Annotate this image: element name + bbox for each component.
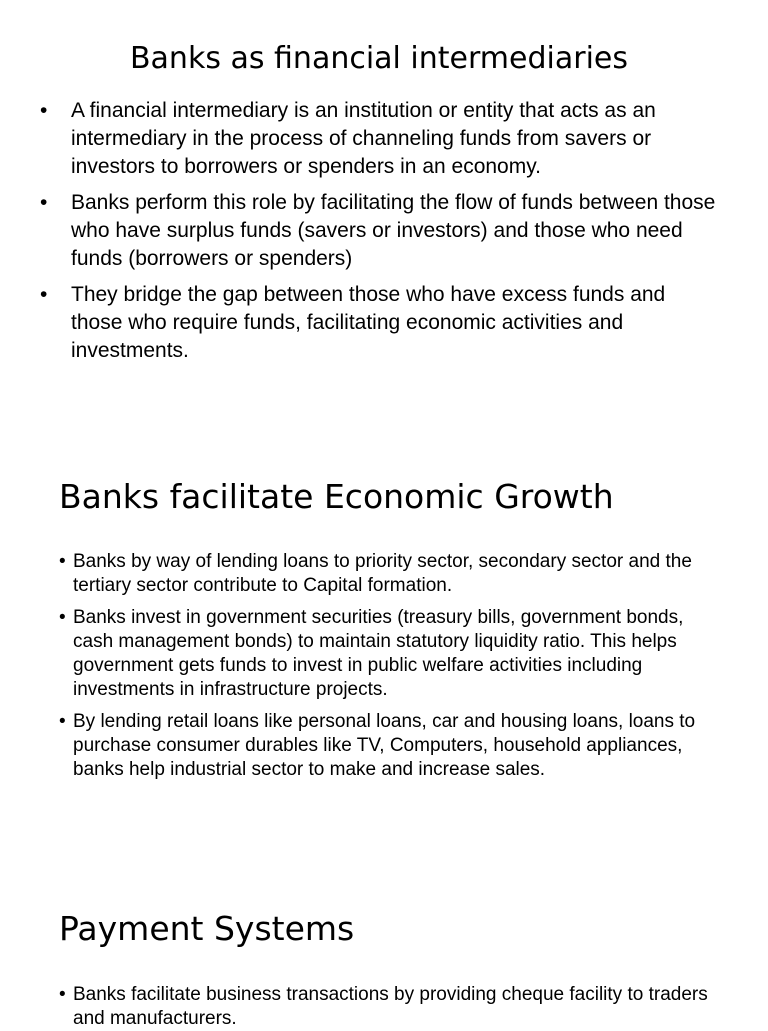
list-item (38, 97, 718, 181)
bullet-list (38, 97, 718, 373)
list-item (38, 281, 718, 365)
bullet-list (59, 550, 719, 790)
slide-economic-growth (0, 430, 768, 850)
bullet-text: Banks facilitate business transactions by providing cheque facility to traders and manufacturers. (73, 984, 708, 1029)
list-item (59, 710, 719, 782)
bullet-icon: • (40, 191, 48, 214)
bullet-icon: • (59, 711, 66, 732)
bullet-text: Banks by way of lending loans to priority sector, secondary sector and the tertiary sector contribute to Capital formation. (73, 551, 692, 596)
bullet-icon: • (59, 551, 66, 572)
bullet-text: Banks invest in government securities (treasury bills, government bonds, cash management bonds) to maintain statutory liquidity ratio. This helps government gets funds to invest in public welfare activities including investments in infrastructure projects. (73, 607, 684, 700)
bullet-text: A financial intermediary is an institution or entity that acts as an intermediary in the process of channeling funds from savers or investors to borrowers or spenders in an economy. (71, 99, 656, 178)
slide-title: Banks as financial intermediaries (129, 41, 629, 76)
bullet-icon: • (59, 607, 66, 628)
bullet-text: Banks perform this role by facilitating the flow of funds between those who have surplus funds (savers or investors) and those who need funds (borrowers or spenders) (71, 191, 716, 270)
bullet-icon: • (40, 99, 48, 122)
list-item (38, 189, 718, 273)
bullet-icon: • (59, 984, 66, 1005)
bullet-text: By lending retail loans like personal loans, car and housing loans, loans to purchase consumer durables like TV, Computers, household appliances, banks help industrial sector to make and increase sales. (73, 711, 696, 780)
slide-payment-systems (0, 862, 768, 1029)
slide-title: Payment Systems (59, 909, 355, 948)
bullet-text: They bridge the gap between those who have excess funds and those who require funds, facilitating economic activities and investments. (71, 283, 666, 362)
bullet-icon: • (40, 283, 48, 306)
slide-title: Banks facilitate Economic Growth (59, 477, 614, 516)
list-item (59, 550, 719, 598)
slide-financial-intermediaries (0, 0, 768, 400)
list-item (59, 606, 719, 702)
